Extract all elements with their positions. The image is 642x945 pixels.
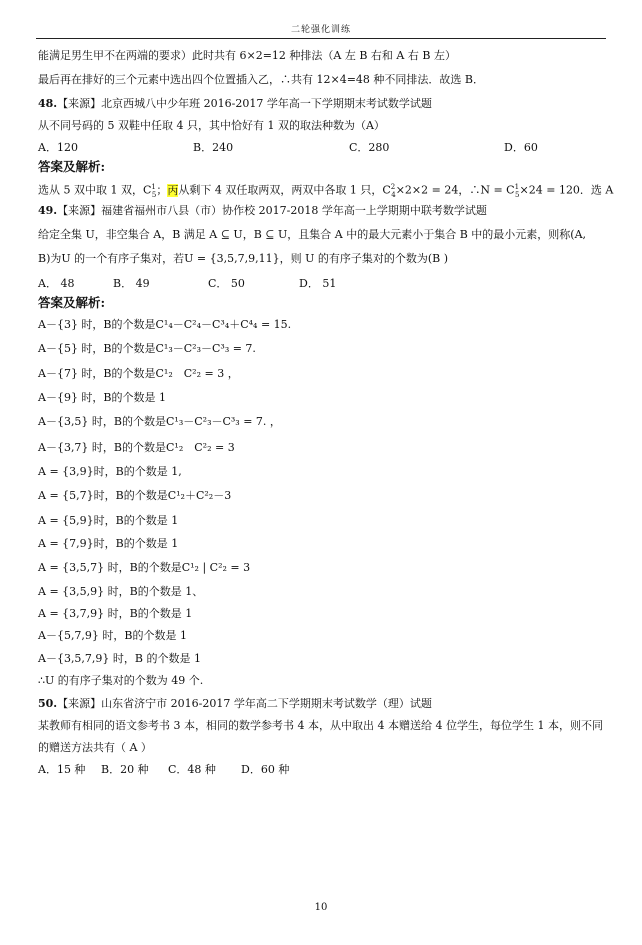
q48-answer-text (38, 180, 613, 202)
q49-solution-line: A－{3,7} 时，B的个数是C¹₂ C²₂ = 3 (38, 441, 235, 454)
q49-conclusion: ∴U 的有序子集对的个数为 49 个. (38, 674, 204, 687)
q50-source-text: 【来源】山东省济宁市 2016-2017 学年高二下学期期末考试数学（理）试题 (57, 697, 432, 710)
q48-answer-sup-1: 1 (151, 183, 156, 191)
header-rule (36, 38, 606, 39)
q48-option-c: C．280 (349, 141, 390, 154)
q48-answer-part-4: ×24 = 120．选 A (519, 183, 614, 197)
q49-source (38, 204, 487, 218)
q49-solution-line: A = {3,7,9} 时，B的个数是 1 (38, 607, 193, 620)
q49-solution-line: A－{9} 时，B的个数是 1 (38, 391, 167, 404)
q49-solution-line: A－{7} 时，B的个数是C¹₂ C²₂ = 3 ， (38, 367, 239, 380)
prev-text-line-2: 最后再在排好的三个元素中选出四个位置插入乙，∴共有 12×4=48 种不同排法．故选 B． (38, 73, 484, 86)
q48-answer-highlight: 丙 (167, 183, 179, 197)
q48-stem: 从不同号码的 5 双鞋中任取 4 只，其中恰好有 1 双的取法种数为（A） (38, 119, 385, 132)
q50-stem-line-2: 的赠送方法共有（ A ） (38, 741, 152, 754)
q48-answer-part-1: 选从 5 双中取 1 双，C (38, 183, 152, 197)
q48-answer-sub-1: 5 (151, 190, 157, 199)
q49-solution-line: A = {5,9}时，B的个数是 1 (38, 514, 179, 527)
q48-answer-sup-2: 2 (390, 183, 396, 191)
q48-answer-heading: 答案及解析: (38, 159, 106, 174)
q48-option-a: A．120 (38, 141, 78, 154)
q50-number: 50. (38, 697, 58, 710)
q48-option-d: D．60 (504, 141, 538, 154)
q49-number: 49. (38, 204, 58, 217)
q50-option-b: B．20 种 (101, 763, 149, 776)
q48-source-text: 【来源】北京西城八中少年班 2016-2017 学年高一下学期期末考试数学试题 (57, 97, 432, 110)
q48-answer-sep: ； (156, 183, 168, 197)
q48-answer-sub-3: 5 (515, 190, 520, 199)
q50-stem-line-1: 某教师有相同的语文参考书 3 本，相同的数学参考书 4 本，从中取出 4 本赠送给 4 位学生，每位学生 1 本，则不同 (38, 719, 603, 732)
q50-option-a: A．15 种 (38, 763, 86, 776)
q49-solution-line: A = {5,7}时，B的个数是C¹₂＋C²₂－3 (38, 489, 232, 502)
q49-solution-line: A－{5,7,9} 时，B的个数是 1 (38, 629, 188, 642)
page-number: 10 (314, 902, 328, 913)
q49-answer-heading: 答案及解析: (38, 295, 106, 310)
q49-stem-line-2: B)为U 的一个有序子集对，若U = {3,5,7,9,11}，则 U 的有序子集对的个数为(B ) (38, 252, 449, 265)
page-header: 二轮强化训练 (290, 25, 351, 35)
q48-answer-sup-3: 1 (514, 183, 520, 191)
q49-solution-line: A－{5} 时，B的个数是C¹₃－C²₃－C³₃ = 7. (38, 342, 256, 355)
q49-solution-line: A－{3} 时，B的个数是C¹₄－C²₄－C³₄＋C⁴₄ = 15. (38, 318, 292, 331)
q48-answer-part-3: ×2×2 = 24，∴N = C (395, 183, 515, 197)
q48-answer-part-2: 从剩下 4 双任取两双，两双中各取 1 只，C (178, 183, 391, 197)
q49-option-a: A． 48 (38, 277, 75, 290)
q49-solution-line: A = {3,5,9} 时，B的个数是 1、 (38, 585, 204, 598)
q49-solution-line: A = {7,9}时，B的个数是 1 (38, 537, 179, 550)
q48-source (38, 97, 432, 111)
q49-option-b: B． 49 (113, 277, 150, 290)
prev-text-line-1: 能满足男生甲不在两端的要求）此时共有 6×2=12 种排法（A 左 B 右和 A 右 B 左） (38, 49, 456, 62)
q48-number: 48. (38, 97, 58, 110)
q49-solution-line: A = {3,5,7} 时，B的个数是C¹₂ | C²₂ = 3 (38, 561, 251, 574)
q48-option-b: B．240 (193, 141, 234, 154)
q50-source (38, 697, 432, 711)
q49-solution-line: A－{3,5,7,9} 时，B 的个数是 1 (38, 652, 201, 665)
q50-option-c: C．48 种 (168, 763, 216, 776)
q48-answer-sub-2: 4 (391, 190, 396, 199)
q49-stem-line-1: 给定全集 U，非空集合 A，B 满足 A ⊆ U，B ⊆ U，且集合 A 中的最大元素小于集合 B 中的最小元素，则称(A, (38, 228, 587, 241)
q49-source-text: 【来源】福建省福州市八县（市）协作校 2017-2018 学年高一上学期期中联考数学试题 (57, 204, 487, 217)
q49-option-d: D． 51 (299, 277, 337, 290)
q49-option-c: C． 50 (208, 277, 245, 290)
q50-option-d: D．60 种 (241, 763, 290, 776)
q49-solution-line: A = {3,9}时，B的个数是 1, (38, 465, 182, 478)
q49-solution-line: A－{3,5} 时，B的个数是C¹₃－C²₃－C³₃ = 7. ， (38, 415, 281, 428)
